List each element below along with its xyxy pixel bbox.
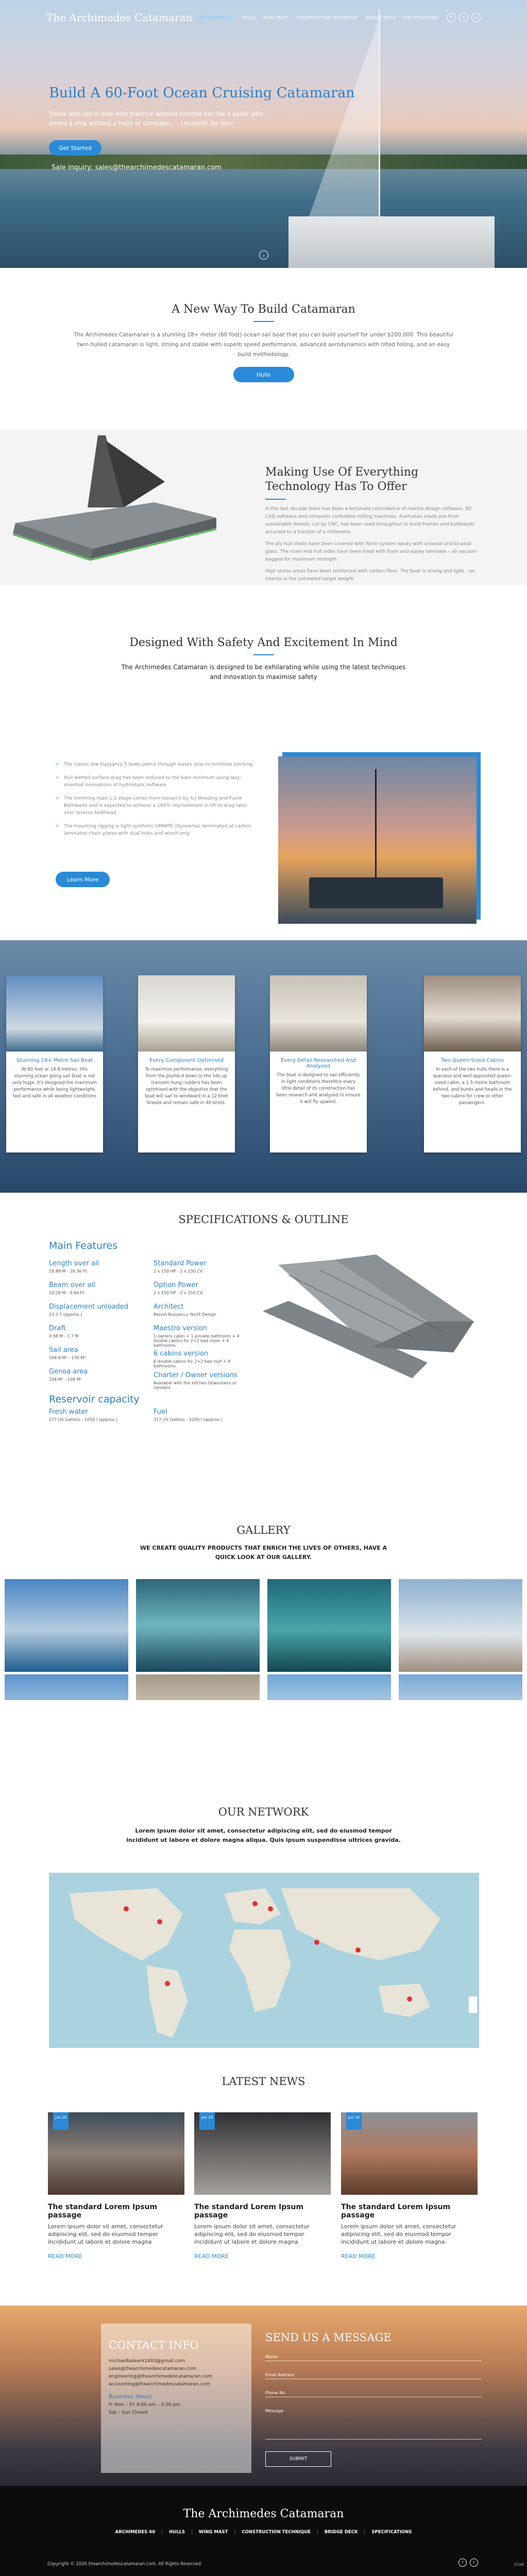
spec-item bbox=[154, 1350, 251, 1368]
footer-link[interactable]: BRIDGE DECK bbox=[324, 2530, 358, 2535]
facebook-icon[interactable]: f bbox=[458, 2558, 467, 2567]
spec-item bbox=[154, 1408, 222, 1422]
message-form-title: SEND US A MESSAGE bbox=[265, 2331, 392, 2344]
spec-label: Charter / Owner versions bbox=[154, 1371, 237, 1379]
spec-label: Option Power bbox=[154, 1281, 198, 1289]
twitter-icon[interactable]: t bbox=[459, 13, 468, 22]
spec-label: Length over all bbox=[49, 1260, 99, 1267]
news-section bbox=[0, 2061, 527, 2306]
gallery-image[interactable] bbox=[136, 1579, 260, 1672]
footer-separator: | bbox=[161, 2530, 163, 2535]
chat-widget[interactable]: Chat bbox=[514, 2562, 524, 2567]
nav-item-archimedes-60[interactable]: ARCHIMEDES 60 bbox=[198, 15, 235, 20]
specs-title: SPECIFICATIONS & OUTLINE bbox=[178, 1213, 349, 1226]
spec-value: 277 US Gallons - 1050 l (approx.) bbox=[49, 1417, 117, 1422]
spec-value: 1 owners cabin + 1 private bathroom + 4 double cabins for 2+2 bed room + 4 bathrooms bbox=[154, 1334, 240, 1348]
spec-label: Genoa area bbox=[49, 1368, 88, 1376]
spec-value: 2 x 150 HP - 2 x 150 CV bbox=[154, 1291, 203, 1295]
hero-quote: Those who fall in love with practice without science are like a sailor who steers a ship without a helm or compass... - Leonardo Da Vinci bbox=[49, 110, 263, 127]
spec-item bbox=[49, 1346, 86, 1360]
spec-value: 18.88 M - 29.36 Ft bbox=[49, 1269, 87, 1274]
feature-text: At 60 feet or 18.8 metres, this stunning ocean going sail boat is not only huge. It's designed the maximum performance while being lightweight, fast and safe in all weather conditions bbox=[12, 1067, 97, 1099]
title-divider bbox=[253, 321, 274, 322]
spec-value: 13.3 T (approx.) bbox=[49, 1312, 82, 1317]
spec-item bbox=[154, 1281, 251, 1295]
spec-item bbox=[49, 1408, 117, 1422]
contact-email[interactable]: michaelbaleerk1493@gmail.com bbox=[109, 2359, 185, 2364]
feature-image bbox=[270, 975, 367, 1052]
news-date: Jun 18 bbox=[346, 2112, 362, 2130]
nav-social-links bbox=[447, 13, 481, 22]
technology-paragraph: In the last decade there has been a fortunate coincidence of marine design software, 3D CAD software and computer controlled milling machines. Australian made pre-from sustainable forests, cut by CNC, has been used throughout to build frames and bulkheads accurate to a fraction of a millimetre. bbox=[265, 506, 474, 535]
list-item: ✓ The classic low buoyancy 5 bows pierce through waves stop to minimise pitching. bbox=[56, 761, 257, 768]
feature-card bbox=[270, 975, 367, 1153]
footer-links bbox=[0, 2530, 527, 2535]
news-card bbox=[341, 2112, 478, 2260]
copyright: Copyright © 2020 thearchimedescatamaran.com. All Rights Reserved. bbox=[47, 2562, 202, 2567]
hero-sail bbox=[309, 21, 379, 216]
gallery-subtitle: WE CREATE QUALITY PRODUCTS THAT ENRICH THE LIVES OF OTHERS, HAVE A QUICK LOOK AT OUR GALLERY. bbox=[140, 1545, 387, 1561]
learn-more-button[interactable]: Learn More bbox=[56, 872, 110, 887]
contact-section bbox=[0, 2306, 527, 2486]
new-way-title: A New Way To Build Catamaran bbox=[172, 303, 355, 316]
spec-value: 317 US Gallons - 1200 l (approx.) bbox=[154, 1417, 222, 1422]
world-map[interactable] bbox=[49, 1873, 479, 2048]
nav-item-hulls[interactable]: HULLS bbox=[242, 15, 256, 20]
news-headline[interactable]: The standard Lorem Ipsum passage bbox=[341, 2203, 451, 2219]
facebook-icon[interactable]: f bbox=[447, 13, 456, 22]
site-logo[interactable]: The Archimedes Catamaran bbox=[46, 11, 193, 24]
spec-label: Fresh water bbox=[49, 1408, 88, 1416]
spec-item bbox=[154, 1371, 251, 1390]
contact-info-box bbox=[101, 2324, 251, 2473]
network-title: OUR NETWORK bbox=[218, 1806, 309, 1818]
footer-separator: | bbox=[364, 2530, 366, 2535]
business-hours: Sat – Sun Closed bbox=[109, 2410, 148, 2415]
top-navigation bbox=[0, 0, 527, 35]
message-field[interactable]: Message bbox=[265, 2409, 482, 2439]
photo-mast bbox=[375, 769, 377, 888]
safety-title: Designed With Safety And Excitement In Mind bbox=[129, 636, 398, 649]
feature-image bbox=[424, 975, 521, 1052]
network-subtitle: Lorem ipsum dolor sit amet, consectetur adipiscing elit, sed do eiusmod tempor incididunt ut labore et dolore magna aliqua. Quis ipsum suspendisse ultrices gravida. bbox=[126, 1827, 401, 1843]
sunset-boat-photo bbox=[278, 756, 477, 924]
news-date: Jun 18 bbox=[53, 2112, 69, 2130]
submit-button[interactable]: SUBMIT bbox=[265, 2451, 331, 2467]
feature-card bbox=[424, 975, 521, 1153]
technology-paragraph: High stress areas have been reinforced with carbon fibre. The boat is strong and light – an interior is the untreated target weight. bbox=[265, 569, 475, 582]
network-section bbox=[0, 1700, 527, 2061]
spec-item bbox=[49, 1368, 88, 1382]
read-more-link[interactable]: READ MORE bbox=[48, 2253, 82, 2260]
main-features-title: Main Features bbox=[49, 1240, 118, 1251]
news-headline[interactable]: The standard Lorem Ipsum passage bbox=[194, 2203, 304, 2219]
spec-value: 168.8 M² - 130 M² bbox=[49, 1355, 86, 1360]
spec-value: 104 M² - 108 M² bbox=[49, 1377, 82, 1382]
sale-inquiry[interactable]: Sale inquiry: sales@thearchimedescatamaran.com bbox=[52, 164, 222, 172]
technology-title: Making Use Of Everything Technology Has To Offer bbox=[265, 466, 419, 493]
news-date: Jun 18 bbox=[199, 2112, 215, 2130]
catamaran-render-image bbox=[0, 430, 242, 585]
spec-item bbox=[49, 1260, 99, 1274]
news-excerpt: Lorem ipsum dolor sit amet, consectetur adipiscing elit, sed do eiusmod tempor incididunt ut labore et dolore magna bbox=[48, 2223, 163, 2245]
spec-item bbox=[49, 1325, 78, 1338]
phone-field[interactable]: Phone No. bbox=[265, 2391, 482, 2397]
features-section bbox=[0, 940, 527, 1193]
feature-image bbox=[6, 975, 103, 1052]
feature-title: Every Component Optimised bbox=[149, 1058, 224, 1063]
spec-label: Standard Power bbox=[154, 1260, 207, 1267]
footer-separator: | bbox=[234, 2530, 236, 2535]
get-started-button[interactable]: Get Started bbox=[49, 140, 101, 156]
spec-value: 6 double cabins for 2+2 bed roof + 4 bathrooms bbox=[154, 1359, 231, 1368]
footer-link[interactable]: SPECIFICATIONS bbox=[371, 2530, 412, 2535]
nav-menu bbox=[199, 15, 438, 20]
footer-link[interactable]: CONSTRUCTION TECHNIQUE bbox=[242, 2530, 311, 2535]
spec-value: 2 x 150 HP - 2 x 130 CV bbox=[154, 1269, 203, 1274]
list-item: ✓ The trimming main L.S stage comes from research by A.J Wooding and Frank Bethwaite and is expected to achieve a 100% improvement in lift to drag ratio over reverse bulkhead. bbox=[56, 795, 257, 817]
spec-value: 0.98 M - 1.7 M bbox=[49, 1334, 79, 1338]
footer-link[interactable]: WING MAST bbox=[198, 2530, 228, 2535]
gallery-image[interactable] bbox=[5, 1579, 128, 1672]
footer-separator: | bbox=[316, 2530, 318, 2535]
feature-text: In each of the two hulls there is a spacious and well-appointed queen-sized cabin, a 1.5 metre bathroom behind, and bunks and heads in the two cabins for crew or other passengers. bbox=[433, 1067, 512, 1106]
gallery-image[interactable] bbox=[399, 1579, 522, 1672]
spec-label: Beam over all bbox=[49, 1281, 95, 1289]
nav-item-specifications[interactable]: SPECIFICATIONS bbox=[402, 15, 438, 20]
spec-label: 6 cabins version bbox=[154, 1350, 209, 1358]
twitter-icon[interactable]: t bbox=[470, 2558, 478, 2567]
footer bbox=[0, 2486, 527, 2576]
hero-title: Build A 60-Foot Ocean Cruising Catamaran bbox=[49, 85, 355, 101]
spec-item bbox=[154, 1325, 251, 1348]
spec-label: Displacement unloaded bbox=[49, 1303, 129, 1311]
spec-item bbox=[154, 1303, 251, 1317]
news-image[interactable] bbox=[341, 2112, 478, 2195]
contact-email[interactable]: accounting@thearchimedescatamaran.com bbox=[109, 2382, 210, 2387]
feature-image bbox=[138, 975, 235, 1052]
news-excerpt: Lorem ipsum dolor sit amet, consectetur adipiscing elit, sed do eiusmod tempor incididunt ut labore et dolore magna bbox=[341, 2223, 456, 2245]
footer-separator: | bbox=[191, 2530, 193, 2535]
feature-text: The boat is designed to sail efficiently in light conditions therefore every little detail of its construction has been research and analysed to ensure it will fly upwind. bbox=[276, 1073, 361, 1105]
spec-item bbox=[49, 1303, 128, 1317]
nav-item-construction-technique[interactable]: CONSTRUCTION TECHNIQUE bbox=[296, 15, 359, 20]
safety-lead: The Archimedes Catamaran is designed to be exhilarating while using the latest techniques and innovation to maximise safety bbox=[121, 664, 406, 681]
footer-link[interactable]: HULLS bbox=[169, 2530, 185, 2535]
new-way-text: The Archimedes Catamaran is a stunning 18+ meter (60 foot) ocean sail boat that you can build yourself for under $200,000. This beautiful twin hulled catamaran is light, strong and stable with superb speed performance, advanced aerodynamics with tilted foiling, and an easy build methodology. bbox=[74, 332, 453, 358]
contact-info-title: CONTACT INFO bbox=[109, 2339, 199, 2351]
news-card bbox=[48, 2112, 184, 2260]
title-divider bbox=[265, 499, 286, 500]
reservoir-title: Reservoir capacity bbox=[49, 1394, 140, 1405]
scroll-down-icon[interactable]: ⌄ bbox=[259, 250, 268, 260]
spec-value: Available with the kitchen Downstairs or Upstairs bbox=[154, 1381, 237, 1390]
spec-value: 10.28 M - 9.84 Ft bbox=[49, 1291, 84, 1295]
photo-hull bbox=[309, 877, 443, 908]
feature-card bbox=[6, 975, 103, 1153]
business-hours: Fr Mon – Fri 9:00 am – 5:00 pm bbox=[109, 2402, 180, 2408]
email-field[interactable]: Email Address bbox=[265, 2372, 482, 2379]
spec-label: Draft bbox=[49, 1325, 66, 1332]
business-hours-title: Business Hours bbox=[109, 2393, 152, 2400]
spec-item bbox=[154, 1260, 251, 1274]
feature-card bbox=[138, 975, 235, 1153]
feature-title: Stunning 18+ Metre Sail Boat bbox=[16, 1058, 93, 1063]
title-divider bbox=[253, 654, 274, 655]
gallery-title: GALLERY bbox=[236, 1524, 291, 1536]
footer-social-links bbox=[458, 2558, 478, 2567]
name-field[interactable]: Name bbox=[265, 2354, 482, 2361]
catamaran-outline-render bbox=[258, 1244, 484, 1404]
technology-section bbox=[0, 430, 527, 585]
read-more-link[interactable]: READ MORE bbox=[194, 2253, 229, 2260]
safety-section bbox=[0, 585, 527, 940]
news-excerpt: Lorem ipsum dolor sit amet, consectetur adipiscing elit, sed do eiusmod tempor incididunt ut labore et dolore magna bbox=[194, 2223, 310, 2245]
nav-item-bridge-deck[interactable]: BRIDGE DECK bbox=[365, 15, 396, 20]
news-card bbox=[194, 2112, 331, 2260]
hero-section bbox=[0, 0, 527, 268]
specifications-section bbox=[0, 1193, 527, 1504]
technology-paragraph: The ply hull shells have been covered with fibre/ system epoxy with uniaxial and bi-axial glass. The main mid hull sides have been lined with foam and epoxy laminate – all vacuum bagged for maximum strength. bbox=[265, 541, 477, 562]
footer-brand[interactable]: The Archimedes Catamaran bbox=[183, 2507, 344, 2520]
technology-text bbox=[265, 505, 482, 585]
linkedin-icon[interactable]: in bbox=[471, 13, 481, 22]
list-item: ✓ The mounting rigging is light synthetic HMWPE (Dyneema) terminated at carbon laminated chain plates with dual locks and winch-only bbox=[56, 823, 257, 837]
spec-label: Sail area bbox=[49, 1346, 78, 1354]
nav-item-wing-mast[interactable]: WING MAST bbox=[263, 15, 289, 20]
new-way-section bbox=[0, 268, 527, 430]
spec-label: Fuel bbox=[154, 1408, 167, 1416]
gallery-image[interactable] bbox=[267, 1579, 391, 1672]
spec-label: Maestro version bbox=[154, 1325, 207, 1332]
contact-email[interactable]: sales@thearchimedescatamaran.com bbox=[109, 2366, 196, 2371]
contact-email[interactable]: engineering@thearchimedescatamaran.com bbox=[109, 2374, 212, 2379]
hulls-button[interactable]: Hulls bbox=[233, 367, 294, 382]
news-headline[interactable]: The standard Lorem Ipsum passage bbox=[48, 2203, 158, 2219]
news-image[interactable] bbox=[48, 2112, 184, 2195]
feature-title: Two Queen-Sized Cabins bbox=[440, 1058, 504, 1063]
feature-title: Every Detail Researched And Analysed bbox=[281, 1058, 356, 1069]
list-item: ✓ Hull wetted surface drag has been reduced to the bare minimum using lazy-oriented innovations of hydrostatic software bbox=[56, 774, 257, 789]
spec-item bbox=[49, 1281, 95, 1295]
footer-link[interactable]: ARCHIMEDES 60 bbox=[115, 2530, 156, 2535]
spec-label: Architect bbox=[154, 1303, 184, 1311]
news-title: LATEST NEWS bbox=[222, 2075, 305, 2088]
news-image[interactable] bbox=[194, 2112, 331, 2195]
feature-text: To maximise performance, everything from the plumb 4 bows to the lids up transom hung rudders has been optimised with the objective that the boat will sail to windward in a 12 knot breeze and remain safe in 40 knots. bbox=[145, 1067, 228, 1106]
hero-boat-deck bbox=[288, 216, 495, 268]
spec-value: Bennit Buoyancy Yacht Design bbox=[154, 1312, 216, 1317]
read-more-link[interactable]: READ MORE bbox=[341, 2253, 376, 2260]
safety-list bbox=[56, 761, 257, 843]
